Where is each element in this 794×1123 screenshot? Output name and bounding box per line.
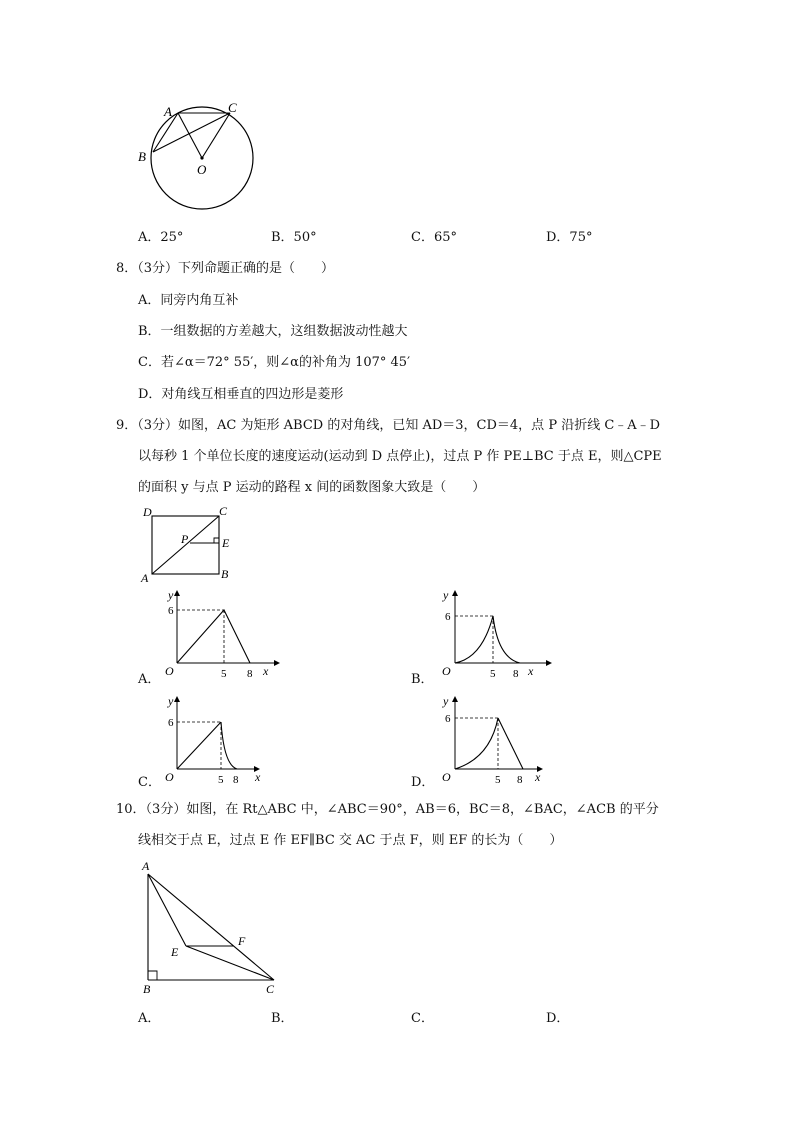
- q9-label-e: E: [222, 536, 230, 550]
- q9-label-c: C: [219, 504, 228, 518]
- q9d-origin-label: O: [442, 770, 451, 784]
- q10-segment-ac: [148, 874, 274, 980]
- q9-rectangle-figure: [138, 500, 248, 586]
- q9-label-a: A: [141, 571, 149, 585]
- q9a-five-label: 5: [221, 668, 227, 680]
- q10-label-b: B: [143, 982, 151, 996]
- q8-option-a[interactable]: A．同旁内角互补: [138, 293, 239, 308]
- q9d-y-label: y: [443, 694, 449, 708]
- q7-option-a[interactable]: A．25°: [138, 230, 184, 245]
- q10-stem-line-2: 线相交于点 E，过点 E 作 EF∥BC 交 AC 于点 F，则 EF 的长为（ ）: [138, 833, 563, 848]
- q7-option-b[interactable]: B．50°: [271, 230, 317, 245]
- q7-segment-ao: [178, 113, 202, 158]
- q7-label-a: A: [164, 104, 172, 119]
- q10-option-a[interactable]: A．: [138, 1011, 161, 1026]
- q9a-six-label: 6: [168, 605, 174, 617]
- q9b-x-arrow: [546, 660, 552, 666]
- q9-right-angle-mark: [214, 538, 219, 543]
- q10-option-b[interactable]: B．: [271, 1011, 294, 1026]
- q9a-eight-label: 8: [247, 668, 253, 680]
- q9-graph-c[interactable]: [162, 690, 282, 786]
- q7-option-d[interactable]: D．75°: [546, 230, 593, 245]
- q9d-fall: [498, 718, 523, 769]
- q9c-five-label: 5: [218, 774, 224, 786]
- q7-center-dot: [200, 156, 203, 159]
- q10-label-c: C: [266, 982, 275, 996]
- q9b-five-label: 5: [490, 668, 496, 680]
- q9b-eight-label: 8: [513, 668, 519, 680]
- q10-stem-line-1: 10．（3分）如图，在 Rt△ABC 中，∠ABC＝90°，AB＝6，BC＝8，∠BAC，∠ACB 的平分: [116, 802, 659, 817]
- q9b-y-arrow: [452, 590, 458, 596]
- q10-label-f: F: [238, 934, 246, 948]
- q9d-y-arrow: [452, 696, 458, 702]
- q9b-origin-label: O: [442, 664, 451, 678]
- q9a-origin-label: O: [165, 664, 174, 678]
- q10-triangle-figure: [136, 856, 286, 998]
- q9c-origin-label: O: [165, 770, 174, 784]
- q9b-six-label: 6: [445, 611, 451, 623]
- q9-graph-a[interactable]: [162, 586, 282, 682]
- q9d-rise: [455, 718, 498, 769]
- q9c-y-arrow: [174, 696, 180, 702]
- q8-option-c[interactable]: C．若∠α＝72° 55′，则∠α的补角为 107° 45′: [138, 355, 411, 370]
- q9-label-d: D: [143, 505, 152, 519]
- q9-graph-d[interactable]: [440, 690, 560, 786]
- q9b-curve: [455, 616, 520, 663]
- q7-label-b: B: [138, 149, 146, 164]
- q9-label-p: P: [181, 532, 189, 546]
- q9c-fall: [221, 722, 237, 769]
- q9c-x-label: x: [255, 770, 261, 784]
- q9c-y-label: y: [168, 694, 174, 708]
- q8-option-b[interactable]: B．一组数据的方差越大，这组数据波动性越大: [138, 324, 408, 339]
- q9-option-d[interactable]: D．: [411, 775, 435, 790]
- q9d-eight-label: 8: [517, 774, 523, 786]
- q9d-five-label: 5: [495, 774, 501, 786]
- q9-label-b: B: [221, 567, 229, 581]
- q9c-eight-label: 8: [233, 774, 239, 786]
- q10-label-a: A: [142, 859, 150, 873]
- q9-graph-b[interactable]: [440, 586, 560, 682]
- q9-option-a[interactable]: A．: [138, 672, 161, 687]
- q9-stem-line-3: 的面积 y 与点 P 运动的路程 x 间的函数图象大致是（ ）: [138, 480, 486, 495]
- q9a-curve: [177, 610, 250, 663]
- q9d-x-label: x: [535, 770, 541, 784]
- q9b-x-label: x: [528, 664, 534, 678]
- q9a-y-label: y: [168, 588, 174, 602]
- q9a-x-arrow: [274, 660, 280, 666]
- q9-stem-line-2: 以每秒 1 个单位长度的速度运动(运动到 D 点停止)，过点 P 作 PE⊥BC 于点 E，则△CPE: [138, 449, 662, 464]
- q9-option-c[interactable]: C．: [138, 775, 161, 790]
- q7-label-o: O: [197, 162, 207, 177]
- q9a-y-arrow: [174, 590, 180, 596]
- q9b-y-label: y: [443, 588, 449, 602]
- q10-label-e: E: [171, 945, 179, 959]
- q9c-six-label: 6: [168, 717, 174, 729]
- q10-option-c[interactable]: C．: [411, 1011, 434, 1026]
- q8-option-d[interactable]: D．对角线互相垂直的四边形是菱形: [138, 387, 344, 402]
- q9-option-b[interactable]: B．: [411, 672, 434, 687]
- q10-option-d[interactable]: D．: [546, 1011, 570, 1026]
- q8-stem: 8．（3分）下列命题正确的是（ ）: [116, 261, 335, 276]
- q9c-rise: [177, 722, 221, 769]
- q7-option-c[interactable]: C．65°: [411, 230, 457, 245]
- q9a-x-label: x: [263, 664, 269, 678]
- q9-stem-line-1: 9．（3分）如图，AC 为矩形 ABCD 的对角线，已知 AD＝3，CD＝4，点 P 沿折线 C﹣A﹣D: [116, 418, 661, 433]
- q10-right-angle-mark: [148, 971, 157, 980]
- q9d-six-label: 6: [445, 713, 451, 725]
- q7-circle-figure: [130, 96, 270, 216]
- q10-segment-ae: [148, 874, 186, 946]
- q10-segment-ec: [186, 946, 274, 980]
- q7-label-c: C: [228, 100, 237, 115]
